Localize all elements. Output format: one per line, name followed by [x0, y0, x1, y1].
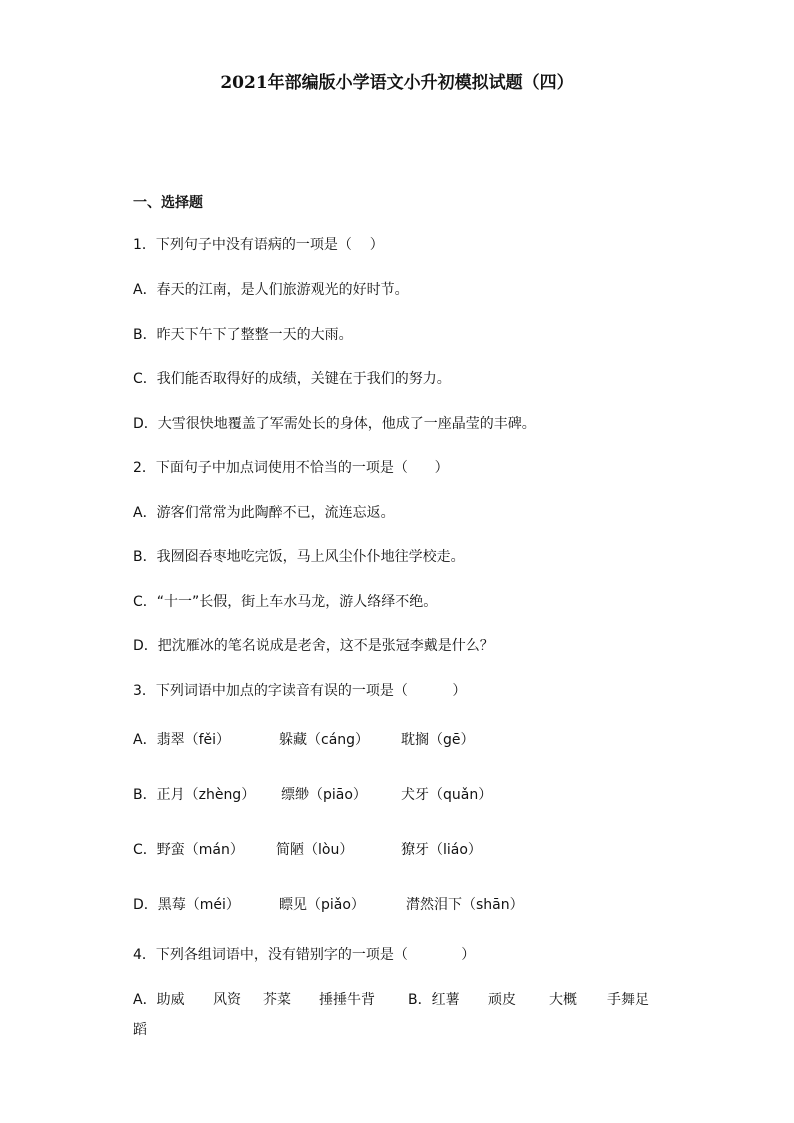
- question-2-option-a: A．游客们常常为此陶醉不已，流连忘返。: [133, 505, 395, 521]
- option-b-word-1: B．正月（zhèng）: [133, 787, 256, 803]
- vocab-word: B．红薯: [408, 992, 460, 1008]
- vocab-word: 捶捶牛背: [319, 992, 375, 1008]
- vocab-word: 芥菜: [263, 992, 291, 1008]
- question-1-stem: 1．下列句子中没有语病的一项是（ ）: [133, 237, 384, 253]
- vocab-word: 大概: [549, 992, 577, 1008]
- option-c-word-3: 獠牙（liáo）: [401, 842, 482, 858]
- question-3-option-a: [133, 729, 693, 749]
- question-2-stem: 2．下面句子中加点词使用不恰当的一项是（ ）: [133, 460, 449, 476]
- question-1-option-a: A．春天的江南，是人们旅游观光的好时节。: [133, 282, 409, 298]
- option-d-word-1: D．黑莓（méi）: [133, 897, 240, 913]
- vocab-word: A．助威: [133, 992, 185, 1008]
- option-d-word-3: 潸然泪下（shān）: [406, 897, 524, 913]
- question-2-option-d: D．把沈雁冰的笔名说成是老舍，这不是张冠李戴是什么？: [133, 638, 494, 654]
- option-a-word-2: 躲藏（cáng）: [279, 732, 370, 748]
- question-3-option-b: [133, 784, 693, 804]
- section-heading: 一、选择题: [133, 195, 203, 211]
- question-1-option-c: C．我们能否取得好的成绩，关键在于我们的努力。: [133, 371, 451, 387]
- question-3-option-d: [133, 894, 693, 914]
- question-4-options: [133, 989, 693, 1009]
- option-b-word-2: 缥缈（piāo）: [281, 787, 367, 803]
- question-2-option-c: C．“十一”长假，街上车水马龙，游人络绎不绝。: [133, 594, 438, 610]
- question-2-option-b: B．我囫囵吞枣地吃完饭，马上风尘仆仆地往学校走。: [133, 549, 465, 565]
- vocab-word: 风资: [213, 992, 241, 1008]
- vocab-word: 手舞足: [607, 992, 649, 1008]
- option-a-word-1: A．翡翠（fěi）: [133, 732, 231, 748]
- question-3-option-c: [133, 839, 693, 859]
- question-1-option-b: B．昨天下午下了整整一天的大雨。: [133, 327, 353, 343]
- page-title: 2021年部编版小学语文小升初模拟试题（四）: [220, 73, 574, 93]
- option-c-word-2: 简陋（lòu）: [276, 842, 354, 858]
- option-c-word-1: C．野蛮（mán）: [133, 842, 244, 858]
- question-4-stem: 4．下列各组词语中，没有错别字的一项是（ ）: [133, 947, 476, 963]
- vocab-word: 顽皮: [488, 992, 516, 1008]
- option-b-word-3: 犬牙（quǎn）: [401, 787, 493, 803]
- question-3-stem: 3．下列词语中加点的字读音有误的一项是（ ）: [133, 683, 467, 699]
- question-1-option-d: D．大雪很快地覆盖了军需处长的身体，他成了一座晶莹的丰碑。: [133, 416, 536, 432]
- option-d-word-2: 瞟见（piǎo）: [279, 897, 365, 913]
- option-a-word-3: 耽搁（gē）: [401, 732, 475, 748]
- question-4-wrap-text: 蹈: [133, 1022, 147, 1038]
